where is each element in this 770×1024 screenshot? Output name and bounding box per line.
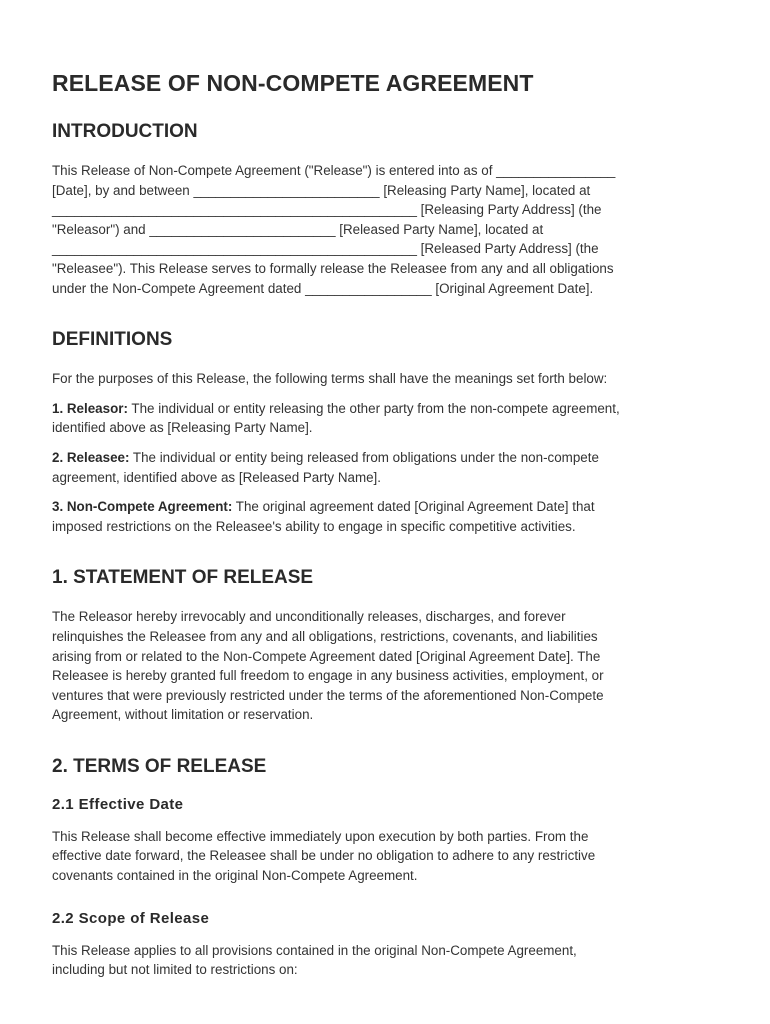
statement-line: Agreement, without limitation or reservation. — [52, 707, 314, 723]
effective-date-line: covenants contained in the original Non-Compete Agreement. — [52, 868, 418, 884]
effective-date-heading: 2.1 Effective Date — [52, 795, 184, 813]
scope-line: This Release applies to all provisions contained in the original Non-Compete Agreement, — [52, 942, 577, 958]
definition-term: 2. Releasee: — [52, 449, 130, 465]
definition-item — [52, 448, 714, 487]
statement-line: arising from or related to the Non-Compete Agreement dated [Original Agreement Date]. The — [52, 648, 601, 664]
introduction-heading: INTRODUCTION — [52, 121, 198, 142]
introduction-line: _________________________________________________ [Released Party Address] (the — [52, 241, 599, 257]
scope-heading: 2.2 Scope of Release — [52, 909, 210, 927]
statement-line: relinquishes the Releasee from any and all obligations, restrictions, covenants, and liabilities — [52, 628, 598, 644]
scope-paragraph — [52, 941, 714, 980]
document-title: RELEASE OF NON-COMPETE AGREEMENT — [52, 70, 534, 96]
definition-item — [52, 497, 714, 536]
definition-text: The individual or entity being released from obligations under the non-compete — [132, 449, 599, 465]
definitions-intro: For the purposes of this Release, the following terms shall have the meanings set forth below: — [52, 371, 608, 387]
definition-term: 1. Releasor: — [52, 400, 128, 416]
definition-term: 3. Non-Compete Agreement: — [52, 499, 233, 515]
scope-line: including but not limited to restrictions on: — [52, 962, 298, 978]
definition-item — [52, 399, 714, 438]
introduction-line: [Date], by and between _________________________ [Releasing Party Name], located at — [52, 182, 591, 198]
definition-text: identified above as [Releasing Party Name]. — [52, 420, 313, 436]
introduction-line: under the Non-Compete Agreement dated _________________ [Original Agreement Date]. — [52, 280, 594, 296]
statement-line: The Releasor hereby irrevocably and unconditionally releases, discharges, and forever — [52, 609, 566, 625]
introduction-line: "Releasor") and _________________________ [Released Party Name], located at — [52, 221, 544, 237]
effective-date-line: This Release shall become effective immediately upon execution by both parties. From the — [52, 828, 589, 844]
definition-text: The original agreement dated [Original Agreement Date] that — [235, 499, 595, 515]
definitions-heading: DEFINITIONS — [52, 329, 173, 351]
introduction-line: This Release of Non-Compete Agreement ("Release") is entered into as of ________________ — [52, 163, 616, 178]
statement-line: Releasee is hereby granted full freedom to engage in any business activities, employment, or — [52, 668, 604, 684]
definition-text: imposed restrictions on the Releasee's ability to engage in specific competitive activities. — [52, 518, 576, 534]
terms-heading: 2. TERMS OF RELEASE — [52, 755, 267, 777]
effective-date-paragraph — [52, 827, 714, 886]
introduction-paragraph — [52, 161, 714, 298]
effective-date-line: effective date forward, the Releasee shall be under no obligation to adhere to any restrictive — [52, 848, 596, 864]
introduction-line: _________________________________________________ [Releasing Party Address] (the — [52, 202, 602, 218]
definition-text: agreement, identified above as [Released Party Name]. — [52, 469, 381, 485]
definition-text: The individual or entity releasing the other party from the non-compete agreement, — [131, 400, 620, 416]
statement-paragraph — [52, 607, 714, 725]
statement-line: ventures that were previously restricted under the terms of the aforementioned Non-Compete — [52, 687, 604, 703]
statement-heading: 1. STATEMENT OF RELEASE — [52, 567, 314, 589]
introduction-line: "Releasee"). This Release serves to formally release the Releasee from any and all obligations — [52, 260, 614, 276]
